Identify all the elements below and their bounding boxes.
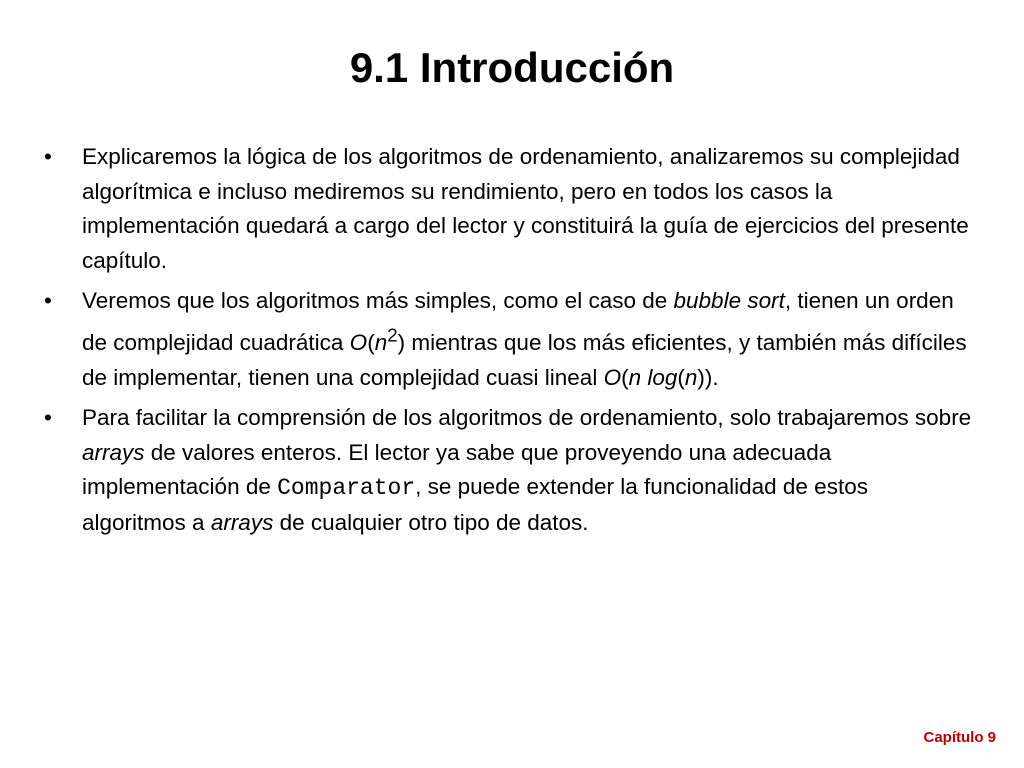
bullet-icon: • [44,405,52,430]
superscript: 2 [387,324,398,346]
bullet-text: Explicaremos la lógica de los algoritmos de ordenamiento, analizaremos su complejidad algorítmica e incluso mediremos su rendimiento, pero en todos los casos la implementación quedará a cargo del lector y constituirá la guía de ejercicios del presente capítulo. [82,144,969,273]
bullet-item-2 [44,284,974,395]
slide-title: 9.1 Introducción [349,44,675,91]
italic-term: n log [628,364,678,390]
italic-term: n [374,330,388,355]
bullet-item-1 [44,140,974,278]
bullet-icon: • [44,144,52,169]
italic-term: n [684,364,698,390]
bullet-icon: • [44,288,52,313]
bullet-text: Veremos que los algoritmos más simples, como el caso de bubble sort, tienen un orden de complejidad cuadrática $O(n^2)$ mientras que los más eficientes, y también más difíciles de implementar, tienen una complejidad cuasi lineal O(n log(n)). [82,288,967,390]
italic-term: arrays [82,439,145,465]
italic-term: arrays [210,509,274,535]
bullet-text: Para facilitar la comprensión de los algoritmos de ordenamiento, solo trabajaremos sobre arrays de valores enteros. El lector ya sabe que proveyendo una adecuada implementación de Comparator, se puede extender la funcionalidad de estos algoritmos a arrays de cualquier otro tipo de datos. [82,405,972,535]
italic-term: bubble sort [673,288,785,313]
italic-term: O [349,330,368,355]
code-term: Comparator [277,475,416,501]
chapter-footer: Capítulo 9 [923,729,996,746]
bullet-item-3 [44,401,974,540]
italic-term: O [603,364,622,390]
bullet-list [44,140,974,546]
